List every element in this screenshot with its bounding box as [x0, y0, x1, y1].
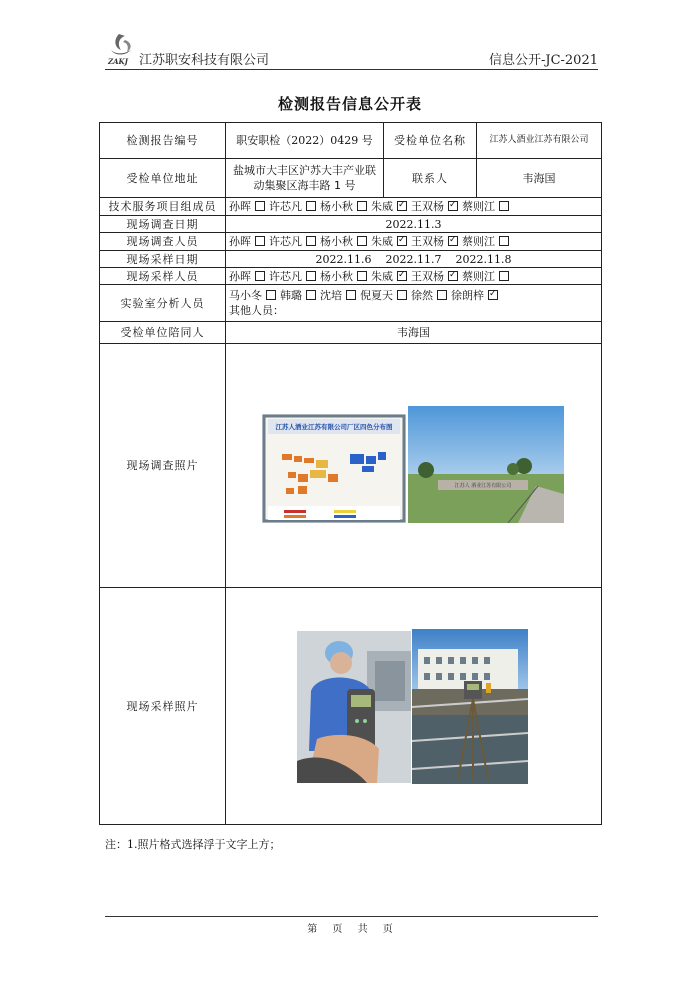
table-row	[100, 251, 602, 268]
checked-box-icon[interactable]	[397, 271, 407, 281]
staff-name: 徐朗梓	[451, 289, 484, 302]
staff-name: 蔡则江	[462, 269, 495, 283]
staff-name: 沈培	[320, 289, 342, 302]
empty-box-icon[interactable]	[499, 236, 509, 246]
staff-name: 王双杨	[411, 269, 444, 283]
staff-name: 许芯凡	[269, 200, 302, 213]
empty-box-icon[interactable]	[357, 271, 367, 281]
sampling-date-label: 现场采样日期	[100, 251, 226, 268]
escort-value: 韦海国	[226, 322, 602, 344]
table-row	[100, 344, 602, 588]
staff-name: 许芯凡	[269, 235, 302, 248]
report-info-table	[99, 122, 602, 825]
sampling-date-value: 2022.11.6 2022.11.7 2022.11.8	[226, 251, 602, 268]
company-name: 江苏职安科技有限公司	[139, 53, 270, 68]
logo-text: ZAKJ	[108, 57, 128, 66]
address-label: 受检单位地址	[100, 159, 226, 198]
staff-name: 徐然	[411, 289, 433, 302]
checked-box-icon[interactable]	[397, 236, 407, 246]
staff-name: 朱威	[371, 235, 393, 248]
empty-box-icon[interactable]	[306, 236, 316, 246]
staff-name: 孙晖	[229, 235, 251, 248]
checked-box-icon[interactable]	[397, 201, 407, 211]
address-value: 盐城市大丰区沪苏大丰产业联动集聚区海丰路 1 号	[226, 159, 384, 198]
contact-label: 联系人	[384, 159, 477, 198]
checked-box-icon[interactable]	[448, 236, 458, 246]
staff-name: 王双杨	[411, 200, 444, 213]
survey-photo-label: 现场调查照片	[100, 344, 226, 588]
empty-box-icon[interactable]	[437, 290, 447, 300]
staff-name: 韩璐	[280, 289, 302, 302]
survey-photo-cell	[226, 344, 602, 588]
factory-gate-photo	[408, 406, 564, 523]
report-no-label: 检测报告编号	[100, 123, 226, 159]
checked-box-icon[interactable]	[448, 201, 458, 211]
document-code: 信息公开-JC-2021	[488, 53, 598, 68]
staff-name: 蔡则江	[462, 200, 495, 213]
empty-box-icon[interactable]	[357, 201, 367, 211]
indoor-sampling-photo	[297, 631, 411, 783]
page-footer	[0, 920, 700, 935]
table-row	[100, 233, 602, 251]
staff-name: 杨小秋	[320, 200, 353, 213]
footnote: 注：1.照片格式选择浮于文字上方；	[105, 838, 281, 851]
staff-name: 朱威	[371, 269, 393, 283]
empty-box-icon[interactable]	[306, 271, 316, 281]
staff-name: 马小冬	[229, 289, 262, 302]
staff-name: 王双杨	[411, 235, 444, 248]
empty-box-icon[interactable]	[357, 236, 367, 246]
empty-box-icon[interactable]	[306, 290, 316, 300]
samplers-label: 现场采样人员	[100, 268, 226, 285]
lab-other-label: 其他人员：	[229, 304, 284, 317]
empty-box-icon[interactable]	[255, 236, 265, 246]
staff-name: 许芯凡	[269, 269, 302, 283]
page-header	[105, 30, 598, 70]
table-row	[100, 268, 602, 285]
table-row	[100, 588, 602, 825]
table-row	[100, 216, 602, 233]
table-row	[100, 123, 602, 159]
staff-name: 倪夏天	[360, 289, 393, 302]
staff-name: 杨小秋	[320, 269, 353, 283]
survey-date-value: 2022.11.3	[226, 216, 602, 233]
empty-box-icon[interactable]	[306, 201, 316, 211]
table-row	[100, 159, 602, 198]
staff-name: 孙晖	[229, 200, 251, 213]
footer-divider	[105, 916, 598, 917]
empty-box-icon[interactable]	[499, 201, 509, 211]
empty-box-icon[interactable]	[255, 271, 265, 281]
escort-label: 受检单位陪同人	[100, 322, 226, 344]
empty-box-icon[interactable]	[397, 290, 407, 300]
lab-label: 实验室分析人员	[100, 285, 226, 322]
footer-page-suffix: 页	[332, 924, 343, 935]
checked-box-icon[interactable]	[488, 290, 498, 300]
team-label: 技术服务项目组成员	[100, 198, 226, 216]
lab-cell	[226, 285, 602, 322]
staff-name: 朱威	[371, 200, 393, 213]
footer-page-prefix: 第	[307, 924, 318, 935]
report-no-value: 职安职检（2022）0429 号	[226, 123, 384, 159]
company-logo	[105, 30, 139, 68]
surveyors-members	[226, 233, 602, 251]
lab-members	[229, 288, 598, 303]
empty-box-icon[interactable]	[266, 290, 276, 300]
outdoor-sampling-photo	[412, 629, 528, 784]
samplers-members	[226, 268, 602, 285]
header-divider	[105, 69, 598, 70]
table-row	[100, 322, 602, 344]
staff-name: 蔡则江	[462, 235, 495, 248]
empty-box-icon[interactable]	[255, 201, 265, 211]
floor-plan-title: 江苏人酒业江苏有限公司厂区四色分布图	[275, 423, 393, 431]
footer-total-suffix: 页	[382, 924, 393, 935]
unit-name-value: 江苏人酒业江苏有限公司	[477, 123, 602, 159]
page-title: 检测报告信息公开表	[277, 95, 422, 113]
footer-total-prefix: 共	[357, 924, 368, 935]
table-row	[100, 285, 602, 322]
table-row	[100, 198, 602, 216]
unit-name-label: 受检单位名称	[384, 123, 477, 159]
staff-name: 孙晖	[229, 269, 251, 283]
empty-box-icon[interactable]	[499, 271, 509, 281]
team-members	[226, 198, 602, 216]
surveyors-label: 现场调查人员	[100, 233, 226, 251]
sampling-photo-cell	[226, 588, 602, 825]
floor-plan-photo	[262, 414, 406, 523]
checked-box-icon[interactable]	[448, 271, 458, 281]
survey-date-label: 现场调查日期	[100, 216, 226, 233]
gate-sign-text: 江苏人 酒业江苏有限公司	[454, 483, 512, 489]
empty-box-icon[interactable]	[346, 290, 356, 300]
contact-value: 韦海国	[477, 159, 602, 198]
sampling-photo-label: 现场采样照片	[100, 588, 226, 825]
staff-name: 杨小秋	[320, 235, 353, 248]
